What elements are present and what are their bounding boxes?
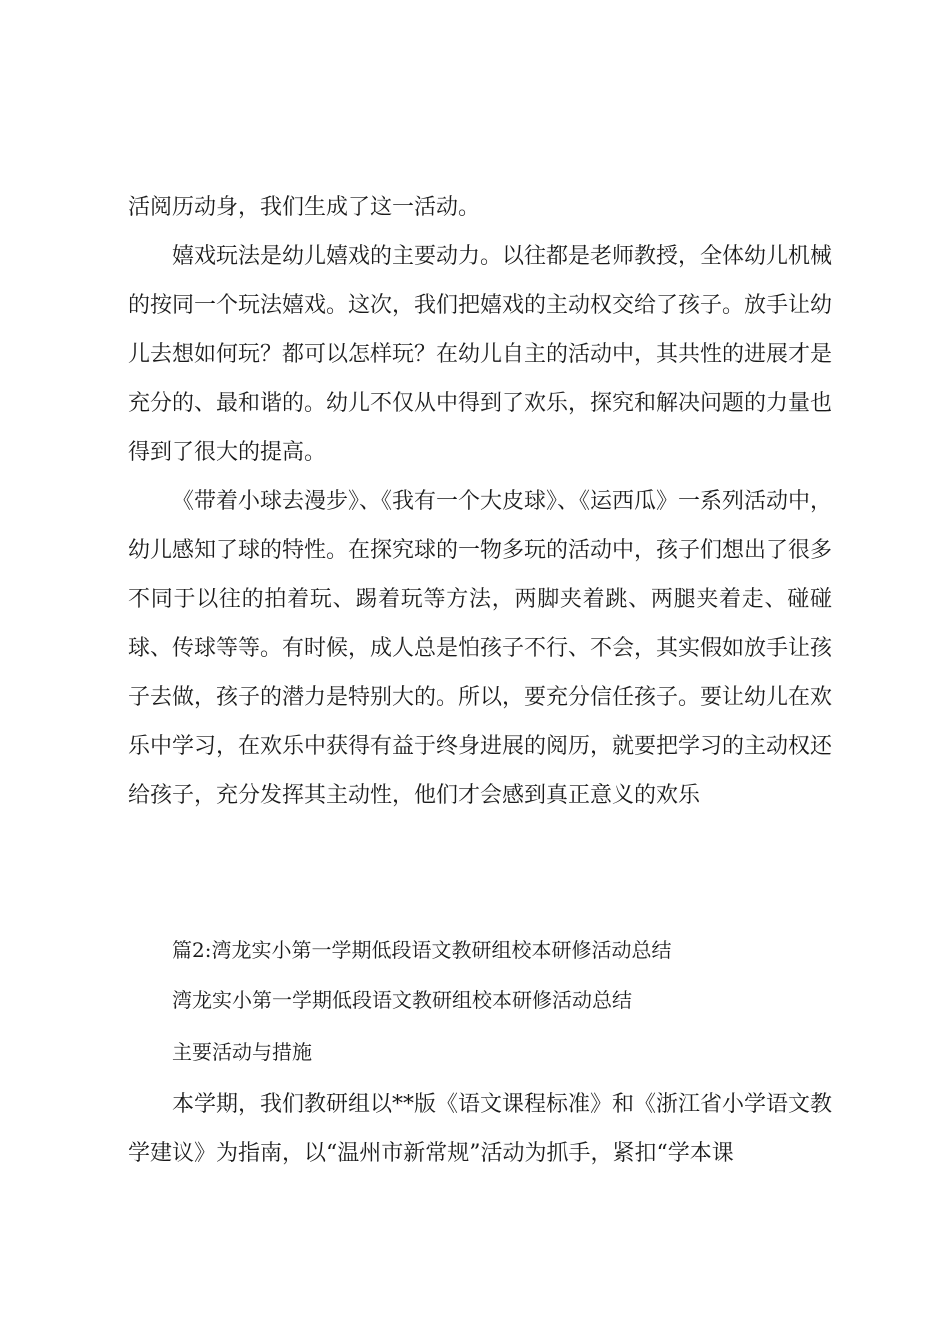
paragraph-continuation: 活阅历动身，我们生成了这一活动。 (128, 195, 481, 220)
section-subheading: 主要活动与措施 (172, 1040, 312, 1064)
section-heading: 篇2:湾龙实小第一学期低段语文教研组校本研修活动总结 (172, 938, 672, 962)
paragraph-ball-activities: 《带着小球去漫步》、《我有一个大皮球》、《运西瓜》一系列活动中，幼儿感知了球的特性。在探究球的一物多玩的活动中，孩子们想出了很多不同于以往的拍着玩、踢着玩等方法，两脚夹着跳、两腿夹着走、碰碰球、传球等等。有时候，成人总是怕孩子不行、不会，其实假如放手让孩子去做，孩子的潜力是特别大的。所以，要充分信任孩子。要让幼儿在欢乐中学习，在欢乐中获得有益于终身进展的阅历，就要把学习的主动权还给孩子，充分发挥其主动性，他们才会感到真正意义的欢乐 (128, 489, 833, 808)
paragraph-section-intro: 本学期，我们教研组以**版《语文课程标准》和《浙江省小学语文教学建议》为指南，以“温州市新常规”活动为抓手，紧扣“学本课 (128, 1092, 833, 1166)
paragraph-play-methods: 嬉戏玩法是幼儿嬉戏的主要动力。以往都是老师教授，全体幼儿机械的按同一个玩法嬉戏。这次，我们把嬉戏的主动权交给了孩子。放手让幼儿去想如何玩？都可以怎样玩？在幼儿自主的活动中，其共性的进展才是充分的、最和谐的。幼儿不仅从中得到了欢乐，探究和解决问题的力量也得到了很大的提高。 (128, 244, 833, 465)
section-title: 湾龙实小第一学期低段语文教研组校本研修活动总结 (172, 988, 632, 1012)
